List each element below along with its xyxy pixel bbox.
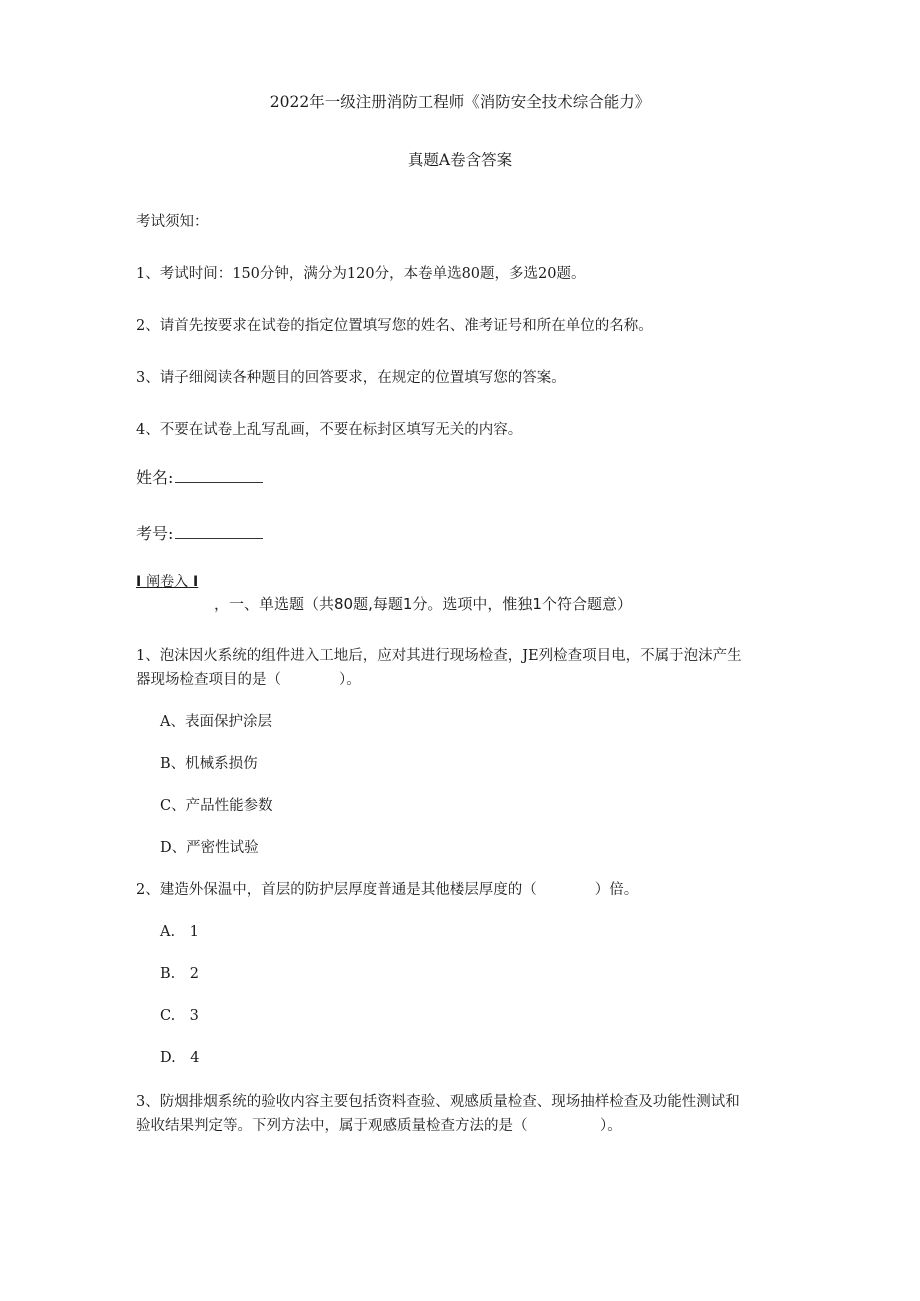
grader-stamp: I 阐卷入 I	[136, 574, 199, 590]
name-label: 姓名:	[136, 468, 174, 487]
question-2-option-c: C. 3	[160, 1008, 199, 1024]
question-1-text-line1: 1、泡沫因火系统的组件进入工地后，应对其进行现场检查，JE列检查项目电，不属于泡沫产生	[136, 648, 742, 664]
section-heading: ，一、单选题（共80题,每题1分。选项中，惟独1个符合题意）	[214, 595, 632, 613]
question-3-text-line2: 验收结果判定等。下列方法中，属于观感质量检查方法的是（ ）。	[136, 1118, 622, 1134]
question-2-option-d: D. 4	[160, 1050, 200, 1066]
question-2-option-a: A. 1	[160, 924, 199, 940]
question-3-text-line1: 3、防烟排烟系统的验收内容主要包括资料查验、观感质量检查、现场抽样检查及功能性测试和	[136, 1094, 740, 1110]
notice-item-4: 4、不要在试卷上乱写乱画，不要在标封区填写无关的内容。	[136, 422, 523, 438]
question-1-option-a: A、表面保护涂层	[160, 714, 272, 730]
question-1-option-d: D、严密性试验	[160, 840, 259, 856]
question-2-option-b: B. 2	[160, 966, 199, 982]
question-1-text-line2: 器现场检查项目的是（ ）。	[136, 672, 361, 688]
grader-stamp-label: 阐卷入	[146, 574, 189, 590]
question-1-option-c: C、产品性能参数	[160, 798, 273, 814]
notice-item-1: 1、考试时间：150分钟，满分为120分，本卷单选80题，多选20题。	[136, 266, 586, 282]
exam-number-field	[136, 524, 263, 544]
notice-item-3: 3、请子细阅读各种题目的回答要求，在规定的位置填写您的答案。	[136, 370, 566, 386]
question-2-text: 2、建造外保温中，首层的防护层厚度普通是其他楼层厚度的（ ）倍。	[136, 882, 639, 898]
notice-item-2: 2、请首先按要求在试卷的指定位置填写您的姓名、准考证号和所在单位的名称。	[136, 318, 653, 334]
exam-number-label: 考号:	[136, 524, 174, 543]
notice-heading: 考试须知：	[136, 214, 209, 230]
document-title-line2: 真题A卷含答案	[407, 151, 513, 169]
name-field	[136, 468, 263, 488]
question-1-option-b: B、机械系损伤	[160, 756, 258, 772]
name-blank-line	[175, 468, 263, 483]
document-title-line1: 2022年一级注册消防工程师《消防安全技术综合能力》	[269, 93, 651, 111]
exam-number-blank-line	[175, 524, 263, 539]
